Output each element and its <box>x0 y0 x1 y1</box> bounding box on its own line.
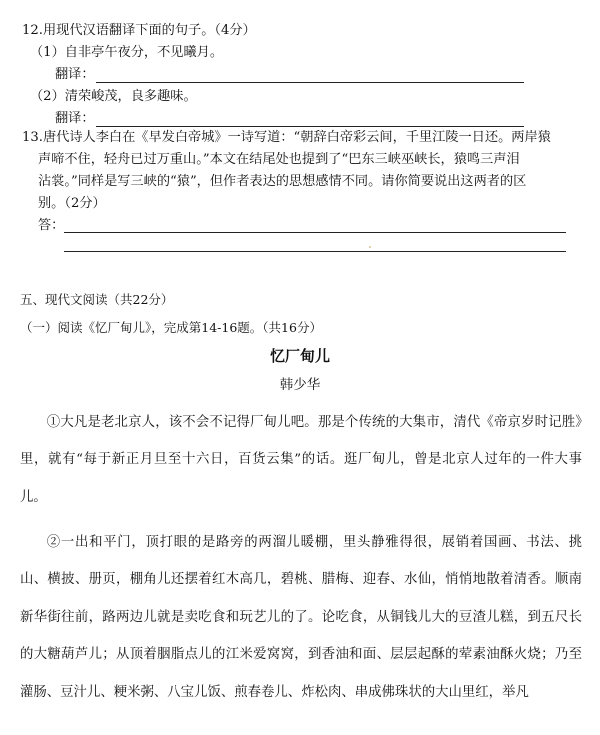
q13-line-4: 别。（2分） <box>38 196 106 211</box>
q12-answer-line-2[interactable] <box>96 126 524 127</box>
q13-answer-line-2[interactable] <box>64 251 566 252</box>
q12-translate-label-1: 翻译： <box>55 67 95 82</box>
article-author: 韩少华 <box>279 377 321 393</box>
article-paragraph-2: ②一出和平门，顶打眼的是路旁的两溜儿暖棚，里头静雅得很，展销着国画、书法、挑山、横披、册页，棚角儿还摆着红木高几，碧桃、腊梅、迎春、水仙，悄悄地散着清香。顺南新华街往前，路两边儿就是卖吃食和玩艺儿的了。论吃食，从铜钱儿大的豆渣儿糕，到五尺长的大糖葫芦儿；从顶着胭脂点儿的江米爱窝窝，到香油和面、层层起酥的荤素油酥火烧；乃至灌肠、豆汁儿、粳米粥、八宝儿饭、煎春卷儿、炸松肉、串成佛珠状的大山里红，举凡 <box>20 535 582 700</box>
q13-answer-label: 答： <box>38 218 65 233</box>
q12-item-2: （2）清荣峻茂，良多趣味。 <box>30 89 197 104</box>
section-5-heading: 五、现代文阅读（共22分） <box>20 292 174 307</box>
q12-item-1: （1）自非亭午夜分，不见曦月。 <box>30 45 224 60</box>
article-title: 忆厂甸儿 <box>269 347 330 365</box>
q12-stem: 12.用现代汉语翻译下面的句子。（4分） <box>22 23 256 38</box>
scan-speck <box>369 246 371 248</box>
q13-line-1: 13.唐代诗人李白在《早发白帝城》一诗写道：“朝辞白帝彩云间，千里江陵一日还。两岸猿 <box>22 130 551 145</box>
q13-line-3: 沾裳。”同样是写三峡的“猿”，但作者表达的思想感情不同。请你简要说出这两者的区 <box>38 174 527 189</box>
q13-line-2: 声啼不住，轻舟已过万重山。”本文在结尾处也提到了“巴东三峡巫峡长，猿鸣三声泪 <box>38 152 520 167</box>
q13-answer-line-1[interactable] <box>64 232 566 233</box>
q12-translate-label-2: 翻译： <box>55 111 95 126</box>
q12-answer-line-1[interactable] <box>96 82 524 83</box>
article-paragraph-1: ①大凡是老北京人，该不会不记得厂甸儿吧。那是个传统的大集市，清代《帝京岁时记胜》里，就有“每于新正月旦至十六日，百货云集”的话。逛厂甸儿，曾是北京人过年的一件大事儿。 <box>20 415 582 505</box>
section-5-sub-1: （一）阅读《忆厂甸儿》，完成第14-16题。（共16分） <box>20 320 322 335</box>
